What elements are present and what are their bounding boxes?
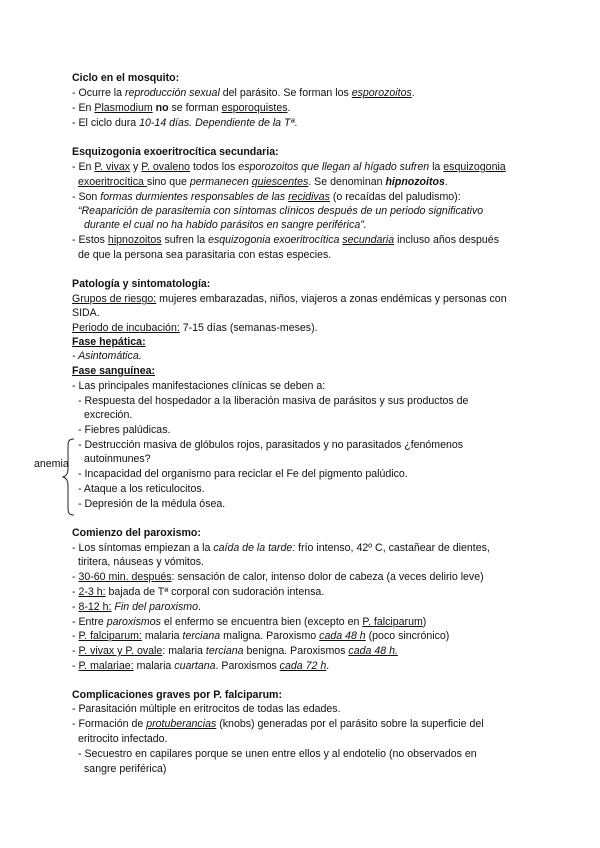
pato-line-3: Periodo de incubación: 7-15 días (semanas-meses). [72,322,318,334]
paroxismo-line-4: - 2-3 h: bajada de Tª corporal con sudoración intensa. [72,586,325,598]
paroxismo-line-7: - P. falciparum: malaria terciana maligna. Paroxismo cada 48 h (poco sincrónico) [72,630,450,642]
sanguinea-line-3: excreción. [84,409,133,421]
sanguinea-line-4: - Fiebres palúdicas. [78,424,171,436]
esquizo-line-3: - Son formas durmientes responsables de las recidivas (o recaídas del paludismo): [72,191,461,203]
esquizo-line-1: - En P. vivax y P. ovaleno todos los esporozoitos que llegan al hígado sufren la esquizogonia [72,161,506,173]
esquizo-quote-2: durante el cual no ha habido parásitos en sangre periférica”. [84,219,367,231]
hepatica-line-1: - Asintomática. [72,350,142,362]
sanguinea-line-7: - Incapacidad del organismo para reciclar el Fe del pigmento palúdico. [78,468,408,480]
paroxismo-line-9: - P. malariae: malaria cuartana. Paroxismos cada 72 h. [72,660,330,672]
esquizo-line-6: - Estos hipnozoitos sufren la esquizogonia exoeritrocítica secundaria incluso años después [72,234,499,246]
section-title-esquizogonia: Esquizogonia exoeritrocítica secundaria: [72,146,279,158]
paroxismo-line-6: - Entre paroxismos el enfermo se encuentra bien (excepto en P. falciparum) [72,616,427,628]
esquizo-line-7: de que la persona sea parasitaria con estas especies. [78,249,332,261]
section-title-complicaciones: Complicaciones graves por P. falciparum: [72,689,282,701]
sanguinea-line-8: - Ataque a los reticulocitos. [78,483,205,495]
subtitle-fase-hepatica: Fase hepática: [72,336,146,348]
paroxismo-line-3: - 30-60 min. después: sensación de calor, intenso dolor de cabeza (a veces delirio leve) [72,571,484,583]
complic-line-5: sangre periférica) [84,763,167,775]
mosquito-line-2: - En Plasmodium no se forman esporoquistes. [72,102,291,114]
paroxismo-line-2: tiritera, náuseas y vómitos. [78,556,204,568]
complic-line-1: - Parasitación múltiple en eritrocitos de todas las edades. [72,703,341,715]
sanguinea-line-9: - Depresión de la médula ósea. [78,498,226,510]
curly-brace-icon [62,438,76,516]
sanguinea-line-6: autoinmunes? [84,453,151,465]
sanguinea-line-5: - Destrucción masiva de glóbulos rojos, parasitados y no parasitados ¿fenómenos [78,439,464,451]
section-title-mosquito: Ciclo en el mosquito: [72,72,180,84]
subtitle-fase-sanguinea: Fase sanguínea: [72,365,156,377]
paroxismo-line-1: - Los síntomas empiezan a la caída de la tarde: frío intenso, 42º C, castañear de dientes, [72,542,490,554]
anemia-label: anemia [34,458,69,470]
mosquito-line-3: - El ciclo dura 10-14 días. Dependiente de la Tª. [72,117,298,129]
section-title-paroxismo: Comienzo del paroxismo: [72,527,201,539]
sanguinea-line-2: - Respuesta del hospedador a la liberación masiva de parásitos y sus productos de [78,395,469,407]
complic-line-4: - Secuestro en capilares porque se unen entre ellos y al endotelio (no observados en [78,748,477,760]
mosquito-line-1: - Ocurre la reproducción sexual del parásito. Se forman los esporozoitos. [72,87,415,99]
complic-line-3: eritrocito infectado. [78,733,168,745]
esquizo-line-2: exoeritrocítica sino que permanecen quiescentes. Se denominan hipnozoitos. [78,176,448,188]
sanguinea-line-1: - Las principales manifestaciones clínicas se deben a: [72,380,326,392]
paroxismo-line-8: - P. vivax y P. ovale: malaria terciana benigna. Paroxismos cada 48 h. [72,645,398,657]
paroxismo-line-5: - 8-12 h: Fin del paroxismo. [72,601,201,613]
complic-line-2: - Formación de protuberancias (knobs) generadas por el parásito sobre la superficie del [72,718,484,730]
pato-line-2: SIDA. [72,307,100,319]
pato-line-1: Grupos de riesgo: mujeres embarazadas, niños, viajeros a zonas endémicas y personas con [72,293,507,305]
section-title-patologia: Patología y sintomatología: [72,278,211,290]
esquizo-quote-1: “Reaparición de parasitemia con síntomas clínicos después de un periodo significativo [78,205,484,217]
